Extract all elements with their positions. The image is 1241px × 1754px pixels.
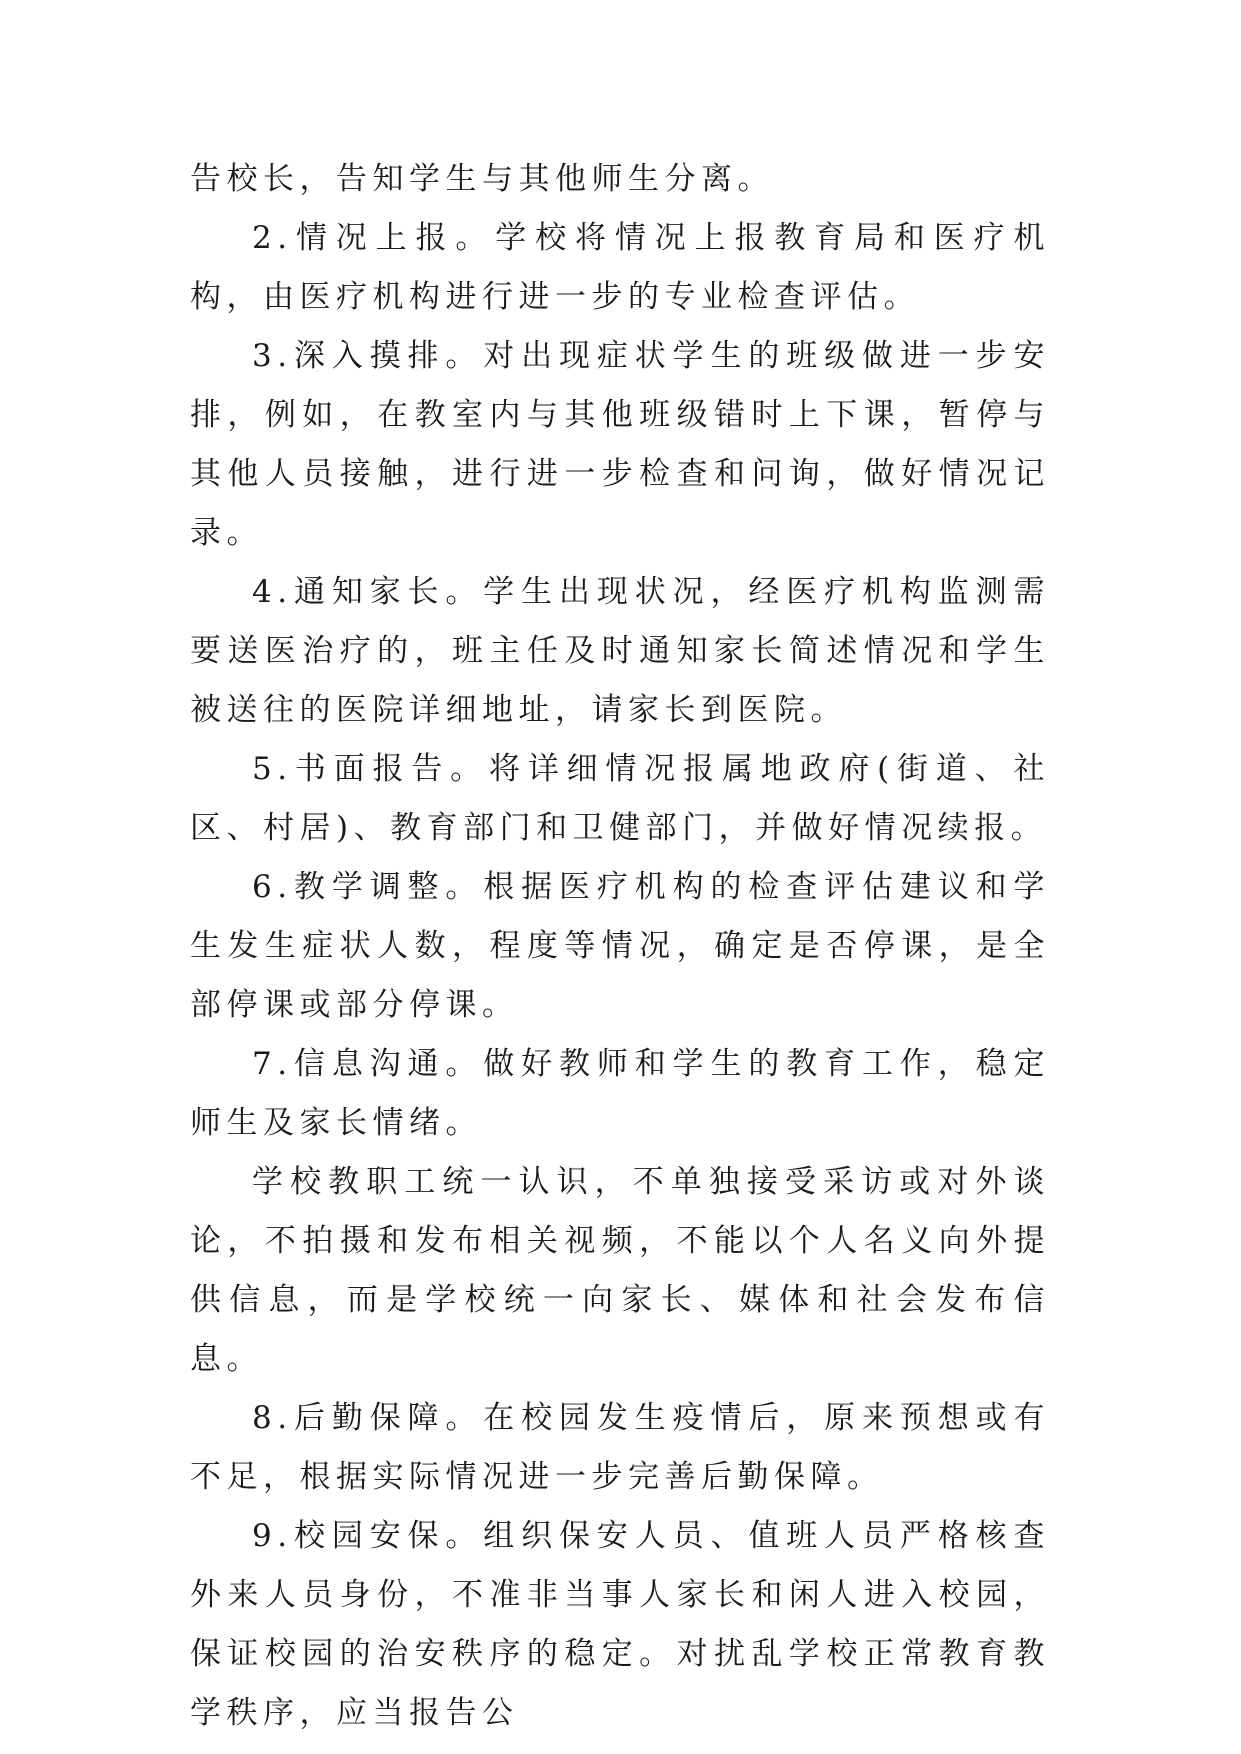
- paragraph-item-7: 7.信息沟通。做好教师和学生的教育工作，稳定师生及家长情绪。: [190, 1046, 1050, 1141]
- paragraph-item-2: 2.情况上报。学校将情况上报教育局和医疗机构，由医疗机构进行进一步的专业检查评估。: [190, 220, 1050, 315]
- paragraph-staff-note: 学校教职工统一认识，不单独接受采访或对外谈论，不拍摄和发布相关视频，不能以个人名义向外提供信息，而是学校统一向家长、媒体和社会发布信息。: [190, 1164, 1050, 1377]
- paragraph-item-4: 4.通知家长。学生出现状况，经医疗机构监测需要送医治疗的，班主任及时通知家长简述情况和学生被送往的医院详细地址，请家长到医院。: [190, 574, 1050, 728]
- document-body: [190, 150, 1050, 1743]
- paragraph-item-9: 9.校园安保。组织保安人员、值班人员严格核查外来人员身份，不准非当事人家长和闲人进入校园，保证校园的治安秩序的稳定。对扰乱学校正常教育教学秩序，应当报告公: [190, 1518, 1050, 1731]
- paragraph-item-8: 8.后勤保障。在校园发生疫情后，原来预想或有不足，根据实际情况进一步完善后勤保障。: [190, 1400, 1050, 1495]
- paragraph-item-6: 6.教学调整。根据医疗机构的检查评估建议和学生发生症状人数，程度等情况，确定是否停课，是全部停课或部分停课。: [190, 869, 1050, 1023]
- paragraph-continuation: 告校长，告知学生与其他师生分离。: [190, 161, 774, 197]
- paragraph-item-3: 3.深入摸排。对出现症状学生的班级做进一步安排，例如，在教室内与其他班级错时上下课，暂停与其他人员接触，进行进一步检查和问询，做好情况记录。: [190, 338, 1050, 551]
- paragraph-item-5: 5.书面报告。将详细情况报属地政府(街道、社区、村居)、教育部门和卫健部门，并做好情况续报。: [190, 751, 1050, 846]
